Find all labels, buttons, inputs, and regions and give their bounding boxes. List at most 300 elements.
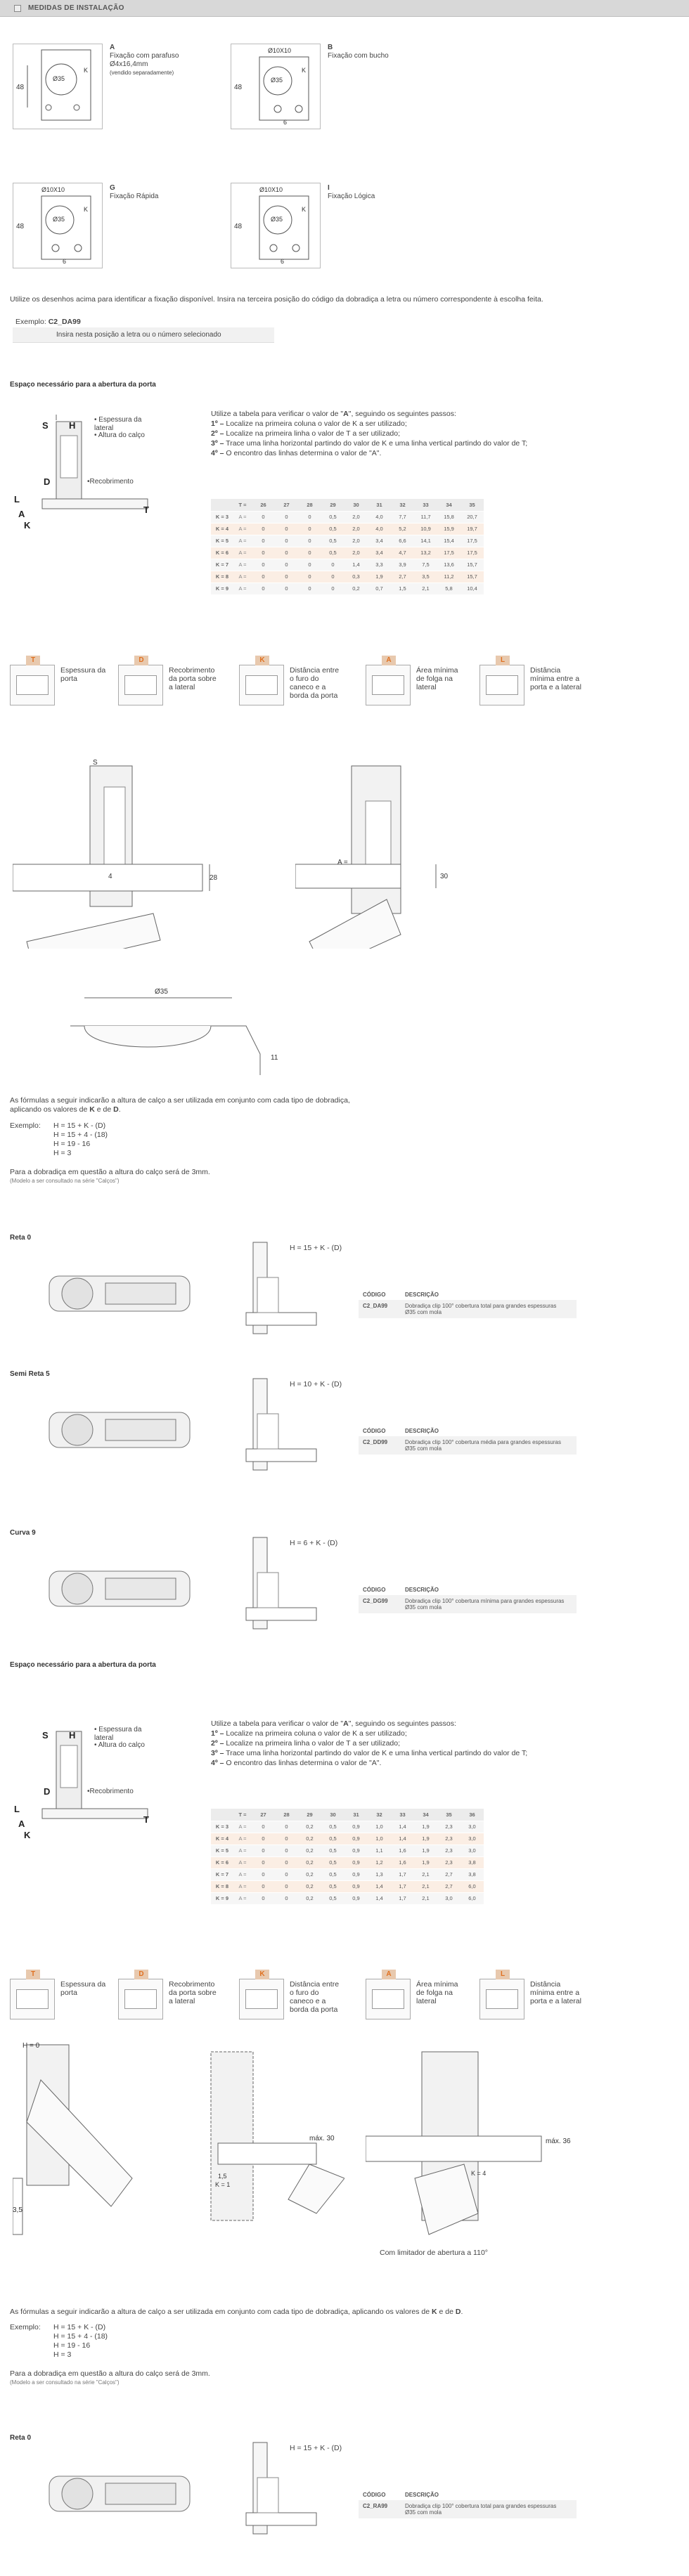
symbol-k-icon	[239, 1970, 284, 2019]
table-cell: 2,7	[437, 1880, 461, 1892]
example-label: Exemplo: C2_DA99	[15, 318, 81, 326]
hinge-code: C2_DA99	[363, 1303, 388, 1309]
hinge-code: C2_RA99	[363, 2503, 388, 2509]
table-cell: 15,8	[437, 511, 461, 523]
table-cell: 3,4	[368, 547, 391, 559]
table-cell: 17,5	[461, 535, 484, 547]
svg-text:K: K	[84, 206, 89, 213]
table-row	[211, 583, 484, 594]
table-a-cell: A =	[233, 535, 252, 547]
table-k-cell: K = 7	[211, 1868, 233, 1880]
page-title: MEDIDAS DE INSTALAÇÃO	[28, 4, 124, 12]
hinge-title: Reta 0	[10, 2434, 32, 2442]
symbol-a-icon	[366, 656, 411, 705]
svg-text:4: 4	[108, 873, 112, 880]
table-cell: 2,0	[344, 511, 368, 523]
svg-text:T: T	[143, 505, 149, 515]
table-header-cell: 33	[391, 1809, 414, 1821]
table-header-cell: 34	[414, 1809, 437, 1821]
table-cell: 0,5	[321, 1845, 344, 1856]
table-cell: 0	[252, 583, 275, 594]
legend-d-label: •Recobrimento	[87, 478, 134, 486]
svg-text:3,5: 3,5	[13, 2206, 22, 2214]
section2-title: Espaço necessário para a abertura da porta	[10, 1661, 156, 1669]
code-header: CÓDIGO	[363, 1587, 386, 1593]
section1-steps: Utilize a tabela para verificar o valor de "A", seguindo os seguintes passos: 1º – Localize na primeira coluna o valor de K a ser utilizado; 2º – Localize na primeira linha o valor de T a ser utilizado; 3º – Trace uma linha horizontal partindo do valor de K e uma linha vertical partindo do valor de T; 4º – O encontro das linhas determina o valor de "A".	[211, 410, 528, 457]
table-cell: 0,2	[298, 1892, 321, 1904]
table-cell: 2,1	[414, 583, 437, 594]
hinge-code: C2_DG99	[363, 1598, 388, 1604]
table-row	[211, 1821, 484, 1833]
section1-open-drawing-left	[13, 759, 266, 949]
table-cell: 0	[275, 1821, 298, 1833]
fixing-a-label: A Fixação com parafuso Ø4x16,4mm (vendido separadamente)	[110, 44, 179, 76]
table-cell: 13,6	[437, 559, 461, 571]
table-cell: 1,9	[414, 1856, 437, 1868]
table-cell: 0,9	[344, 1880, 368, 1892]
table-cell: 0	[298, 523, 321, 535]
table-a-cell: A =	[233, 1845, 252, 1856]
table-cell: 0	[275, 511, 298, 523]
symbol-letter: A	[382, 1970, 396, 1979]
table-header-row	[211, 499, 484, 511]
symbol-text: Espessura da porta	[60, 1980, 106, 1997]
fixing-g-label: G Fixação Rápida	[110, 184, 159, 200]
code-header: CÓDIGO	[363, 1292, 386, 1298]
table-header-row	[211, 1809, 484, 1821]
svg-text:K: K	[302, 206, 307, 213]
section1-open-drawing-right	[295, 759, 478, 949]
desc-header: DESCRIÇÃO	[405, 2492, 439, 2498]
table-cell: 4,0	[368, 511, 391, 523]
svg-text:D: D	[44, 1786, 51, 1797]
table-cell: 0	[252, 1833, 275, 1845]
svg-text:A: A	[18, 1819, 25, 1829]
svg-text:H = 0: H = 0	[22, 2042, 40, 2050]
table-cell: 0	[275, 1892, 298, 1904]
table-cell: 0,9	[344, 1868, 368, 1880]
symbol-letter: D	[134, 656, 148, 665]
svg-text:6: 6	[283, 119, 288, 126]
fixing-a-svg	[13, 44, 102, 129]
fixing-g-drawing	[13, 183, 103, 268]
table-cell: 2,7	[437, 1868, 461, 1880]
table-cell: 15,9	[437, 523, 461, 535]
svg-text:K: K	[24, 1830, 31, 1840]
section1-hinge-diagram	[14, 408, 155, 534]
symbol-k-icon	[239, 656, 284, 705]
table-row	[211, 571, 484, 583]
table-cell: 0	[275, 523, 298, 535]
table-k-cell: K = 6	[211, 1856, 233, 1868]
table-cell: 0,2	[298, 1868, 321, 1880]
table-k-cell: K = 3	[211, 511, 233, 523]
symbol-d-icon	[118, 1970, 163, 2019]
table-k-cell: K = 4	[211, 523, 233, 535]
svg-text:A =: A =	[337, 859, 348, 866]
table-cell: 0	[298, 583, 321, 594]
table-cell: 0,2	[298, 1845, 321, 1856]
table-header-cell: 29	[298, 1809, 321, 1821]
table-a-cell: A =	[233, 1892, 252, 1904]
table-cell: 0	[298, 547, 321, 559]
table-row	[211, 1892, 484, 1904]
formula1-small: (Modelo a ser consultado na série "Calços")	[10, 1178, 120, 1184]
section2-steps: Utilize a tabela para verificar o valor de "A", seguindo os seguintes passos: 1º – Localize na primeira coluna o valor de K a ser utilizado; 2º – Localize na primeira linha o valor de T a ser utilizado; 3º – Trace uma linha horizontal partindo do valor de K e uma linha vertical partindo do valor de T; 4º – O encontro das linhas determina o valor de "A".	[211, 1719, 528, 1767]
table-cell: 11,2	[437, 571, 461, 583]
table-cell: 0	[275, 1868, 298, 1880]
table-cell: 2,3	[437, 1821, 461, 1833]
formula2-small: (Modelo a ser consultado na série "Calços")	[10, 2379, 120, 2386]
table-cell: 0,5	[321, 511, 344, 523]
svg-text:A: A	[18, 509, 25, 519]
table-cell: 0	[298, 571, 321, 583]
table-k-cell: K = 8	[211, 1880, 233, 1892]
table-cell: 0,9	[344, 1856, 368, 1868]
table-cell: 2,0	[344, 535, 368, 547]
table-header-cell: 35	[461, 499, 484, 511]
symbol-letter: L	[496, 656, 510, 665]
svg-text:máx. 30: máx. 30	[309, 2135, 335, 2142]
legend2-d-label: •Recobrimento	[87, 1788, 134, 1795]
hinge-title: Reta 0	[10, 1234, 32, 1242]
table-cell: 10,9	[414, 523, 437, 535]
code-header: CÓDIGO	[363, 1428, 386, 1434]
table-row	[211, 523, 484, 535]
symbol-a-icon	[366, 1970, 411, 2019]
table-a-cell: A =	[233, 1856, 252, 1868]
hinge-code-table	[359, 1587, 577, 1613]
table-header-cell: 27	[275, 499, 298, 511]
table-header-cell: 33	[414, 499, 437, 511]
hinge-title: Semi Reta 5	[10, 1370, 50, 1378]
symbol-text: Distância entre o furo do caneco e a borda da porta	[290, 1980, 340, 2014]
table-cell: 0,5	[321, 547, 344, 559]
symbol-letter: T	[26, 1970, 40, 1979]
hinge-formula: H = 6 + K - (D)	[290, 1539, 338, 1547]
table-cell: 2,1	[414, 1868, 437, 1880]
table-cell: 6,0	[461, 1892, 484, 1904]
table-cell: 0,5	[321, 1868, 344, 1880]
page-header	[0, 0, 689, 17]
table-cell: 0,9	[344, 1821, 368, 1833]
table-a-cell: A =	[233, 583, 252, 594]
svg-text:máx. 36: máx. 36	[546, 2138, 571, 2145]
table-cell: 1,9	[368, 571, 391, 583]
intro-text: Utilize os desenhos acima para identificar a fixação disponível. Insira na terceira posição do código da dobradiça a letra ou número correspondente à escolha feita.	[10, 295, 543, 304]
table-cell: 0	[298, 559, 321, 571]
symbol-letter: K	[255, 656, 269, 665]
table-cell: 3,0	[461, 1845, 484, 1856]
table-cell: 0	[252, 1845, 275, 1856]
table-cell: 0,5	[321, 1833, 344, 1845]
symbol-text: Distância mínima entre a porta e a lateral	[530, 1980, 581, 2005]
svg-text:Ø10X10: Ø10X10	[268, 47, 292, 54]
table-cell: 0	[275, 583, 298, 594]
table-cell: 0	[252, 1868, 275, 1880]
hinge-illustration	[42, 1550, 197, 1627]
table-k-cell: K = 9	[211, 583, 233, 594]
svg-text:K = 1: K = 1	[215, 2181, 231, 2188]
table-a-cell: A =	[233, 559, 252, 571]
table-cell: 0	[252, 1892, 275, 1904]
table-header-cell: 36	[461, 1809, 484, 1821]
table-cell: 6,0	[461, 1880, 484, 1892]
svg-text:11: 11	[271, 1054, 278, 1062]
svg-text:Ø10X10: Ø10X10	[259, 186, 283, 193]
formula1-text: As fórmulas a seguir indicarão a altura de calço a ser utilizada em conjunto com cada tipo de dobradiça, aplicando os valores de K e de D.	[10, 1096, 350, 1114]
table-cell: 2,0	[344, 547, 368, 559]
table-row	[211, 511, 484, 523]
svg-text:D: D	[44, 476, 51, 487]
desc-header: DESCRIÇÃO	[405, 1428, 439, 1434]
symbol-text: Distância mínima entre a porta e a lateral	[530, 666, 581, 691]
section-marker-icon	[14, 5, 21, 12]
table-cell: 4,7	[391, 547, 414, 559]
svg-text:6: 6	[281, 258, 285, 265]
table-cell: 0	[275, 547, 298, 559]
table-header-cell: 26	[252, 499, 275, 511]
table-cell: 3,3	[368, 559, 391, 571]
hinge-title: Curva 9	[10, 1529, 36, 1537]
table-header-cell: T =	[233, 1809, 252, 1821]
table-cell: 7,5	[414, 559, 437, 571]
table-cell: 0	[321, 571, 344, 583]
section1-a-table	[211, 499, 484, 595]
table-k-cell: K = 7	[211, 559, 233, 571]
table-cell: 0	[321, 559, 344, 571]
table-cell: 14,1	[414, 535, 437, 547]
table-cell: 3,0	[461, 1833, 484, 1845]
svg-text:1,5: 1,5	[218, 2173, 227, 2180]
svg-text:L: L	[14, 494, 20, 505]
legend-h-label: • Altura do calço	[94, 431, 145, 439]
hinge-description: Dobradiça clip 100° cobertura total para grandes espessuras Ø35 com mola	[405, 2503, 557, 2516]
table-cell: 1,6	[391, 1845, 414, 1856]
symbol-text: Área mínima de folga na lateral	[416, 666, 458, 691]
table-header-cell: 35	[437, 1809, 461, 1821]
table-k-cell: K = 4	[211, 1833, 233, 1845]
fixing-i-label: I Fixação Lógica	[328, 184, 375, 200]
table-cell: 0,2	[298, 1856, 321, 1868]
table-cell: 3,8	[461, 1856, 484, 1868]
section2-drawing-mid	[169, 2038, 344, 2242]
table-a-cell: A =	[233, 571, 252, 583]
table-cell: 1,1	[368, 1845, 391, 1856]
svg-text:6: 6	[63, 258, 67, 265]
hinge-description: Dobradiça clip 100° cobertura total para grandes espessuras Ø35 com mola	[405, 1303, 557, 1315]
table-cell: 0	[252, 1821, 275, 1833]
table-cell: 1,4	[391, 1821, 414, 1833]
svg-text:Ø35: Ø35	[271, 216, 283, 223]
table-cell: 0,2	[298, 1880, 321, 1892]
symbol-text: Recobrimento da porta sobre a lateral	[169, 1980, 217, 2005]
table-cell: 5,8	[437, 583, 461, 594]
svg-text:S: S	[42, 1730, 49, 1741]
table-cell: 3,4	[368, 535, 391, 547]
desc-header: DESCRIÇÃO	[405, 1292, 439, 1298]
table-cell: 11,7	[414, 511, 437, 523]
symbol-l-icon	[479, 656, 524, 705]
table-cell: 0	[252, 1880, 275, 1892]
hinge-illustration	[42, 2455, 197, 2532]
hinge-code-table	[359, 1292, 577, 1318]
table-cell: 1,7	[391, 1880, 414, 1892]
table-cell: 0,5	[321, 1821, 344, 1833]
table-cell: 1,3	[368, 1868, 391, 1880]
hinge-formula: H = 10 + K - (D)	[290, 1380, 342, 1388]
svg-text:Ø35: Ø35	[53, 216, 65, 223]
table-cell: 0,5	[321, 1880, 344, 1892]
svg-text:28: 28	[210, 874, 218, 882]
legend2-s-label: • Espessura da lateral	[94, 1726, 142, 1742]
symbol-letter: L	[496, 1970, 510, 1979]
table-header-cell: 28	[298, 499, 321, 511]
table-cell: 1,7	[391, 1892, 414, 1904]
table-cell: 3,5	[414, 571, 437, 583]
table-k-cell: K = 5	[211, 535, 233, 547]
cup-drilling-drawing	[70, 984, 309, 1075]
hinge-code: C2_DD99	[363, 1439, 388, 1445]
table-cell: 0	[252, 535, 275, 547]
svg-text:K: K	[24, 520, 31, 531]
table-row	[211, 535, 484, 547]
table-cell: 1,4	[368, 1880, 391, 1892]
fixing-b-drawing	[231, 44, 321, 129]
table-a-cell: A =	[233, 1880, 252, 1892]
symbol-letter: T	[26, 656, 40, 665]
table-cell: 17,5	[437, 547, 461, 559]
table-cell: 15,7	[461, 571, 484, 583]
table-header-cell: 29	[321, 499, 344, 511]
code-header: CÓDIGO	[363, 2492, 386, 2498]
svg-text:T: T	[143, 1814, 149, 1825]
table-row	[211, 1868, 484, 1880]
table-k-cell: K = 8	[211, 571, 233, 583]
table-cell: 3,9	[391, 559, 414, 571]
formula2-note: Para a dobradiça em questão a altura do calço será de 3mm.	[10, 2369, 210, 2378]
symbol-t-icon	[10, 656, 55, 705]
fixing-i-drawing	[231, 183, 321, 268]
table-cell: 1,9	[414, 1821, 437, 1833]
hinge-description: Dobradiça clip 100° cobertura média para grandes espessuras Ø35 com mola	[405, 1439, 561, 1452]
table-cell: 1,2	[368, 1856, 391, 1868]
table-cell: 1,7	[391, 1868, 414, 1880]
table-cell: 0,2	[344, 583, 368, 594]
svg-text:L: L	[14, 1804, 20, 1814]
table-a-cell: A =	[233, 1868, 252, 1880]
table-cell: 0	[275, 1856, 298, 1868]
table-cell: 2,1	[414, 1892, 437, 1904]
svg-text:30: 30	[440, 873, 449, 880]
table-cell: 1,9	[414, 1845, 437, 1856]
table-cell: 2,3	[437, 1833, 461, 1845]
table-cell: 1,4	[391, 1833, 414, 1845]
table-cell: 1,4	[368, 1892, 391, 1904]
table-cell: 5,2	[391, 523, 414, 535]
formula1-example: Exemplo: H = 15 + K - (D) H = 15 + 4 - (18) H = 19 - 16 H = 3	[10, 1121, 108, 1157]
svg-text:S: S	[42, 420, 49, 431]
table-cell: 0,9	[344, 1833, 368, 1845]
svg-text:Ø35: Ø35	[271, 77, 283, 84]
svg-text:K = 4: K = 4	[471, 2170, 487, 2177]
table-cell: 1,6	[391, 1856, 414, 1868]
table-header-cell: 30	[344, 499, 368, 511]
table-cell: 1,0	[368, 1821, 391, 1833]
svg-text:K: K	[84, 67, 89, 74]
symbol-text: Distância entre o furo do caneco e a borda da porta	[290, 666, 340, 700]
table-cell: 15,7	[461, 559, 484, 571]
table-cell: 20,7	[461, 511, 484, 523]
table-cell: 3,8	[461, 1868, 484, 1880]
table-cell: 0,2	[298, 1833, 321, 1845]
section2-drawing-right	[366, 2038, 577, 2263]
section2-drawing-left	[13, 2038, 167, 2242]
section2-hinge-diagram	[14, 1717, 155, 1844]
table-cell: 0	[252, 547, 275, 559]
table-a-cell: A =	[233, 511, 252, 523]
table-cell: 0	[252, 559, 275, 571]
section2-a-table	[211, 1809, 484, 1905]
table-row	[211, 1856, 484, 1868]
table-cell: 0	[275, 571, 298, 583]
table-cell: 0	[252, 571, 275, 583]
table-header-cell: 32	[391, 499, 414, 511]
table-cell: 2,0	[344, 523, 368, 535]
symbol-letter: K	[255, 1970, 269, 1979]
hinge-formula: H = 15 + K - (D)	[290, 1244, 342, 1252]
table-header-cell: 34	[437, 499, 461, 511]
table-header-cell: 27	[252, 1809, 275, 1821]
table-cell: 2,3	[437, 1856, 461, 1868]
table-cell: 10,4	[461, 583, 484, 594]
formula2-text: As fórmulas a seguir indicarão a altura de calço a ser utilizada em conjunto com cada tipo de dobradiça, aplicando os valores de K e de D.	[10, 2308, 463, 2316]
table-cell: 7,7	[391, 511, 414, 523]
symbol-text: Recobrimento da porta sobre a lateral	[169, 666, 217, 691]
table-cell: 13,2	[414, 547, 437, 559]
symbol-letter: D	[134, 1970, 148, 1979]
svg-text:48: 48	[234, 84, 243, 91]
svg-text:S: S	[93, 759, 98, 767]
table-cell: 0,5	[321, 1892, 344, 1904]
table-cell: 0	[252, 1856, 275, 1868]
table-row	[211, 1880, 484, 1892]
hinge-code-table	[359, 1428, 577, 1455]
fixing-a-drawing	[13, 44, 103, 129]
symbol-text: Espessura da porta	[60, 666, 106, 683]
table-cell: 0	[275, 535, 298, 547]
table-cell: 0,5	[321, 523, 344, 535]
table-cell: 2,3	[437, 1845, 461, 1856]
table-cell: 0	[275, 1833, 298, 1845]
table-a-cell: A =	[233, 547, 252, 559]
table-cell: 0	[298, 535, 321, 547]
svg-text:H: H	[69, 420, 76, 431]
section1-title: Espaço necessário para a abertura da porta	[10, 381, 156, 389]
svg-text:Ø35: Ø35	[155, 988, 168, 996]
svg-text:48: 48	[234, 223, 243, 230]
svg-text:Ø10X10: Ø10X10	[41, 186, 65, 193]
table-cell: 0,9	[344, 1845, 368, 1856]
hinge-code-table	[359, 2492, 577, 2518]
table-cell: 0,5	[321, 1856, 344, 1868]
table-cell: 0	[321, 583, 344, 594]
table-cell: 2,1	[414, 1880, 437, 1892]
table-cell: 6,6	[391, 535, 414, 547]
symbol-l-icon	[479, 1970, 524, 2019]
table-cell: 0	[275, 1880, 298, 1892]
table-cell: 0,9	[344, 1892, 368, 1904]
